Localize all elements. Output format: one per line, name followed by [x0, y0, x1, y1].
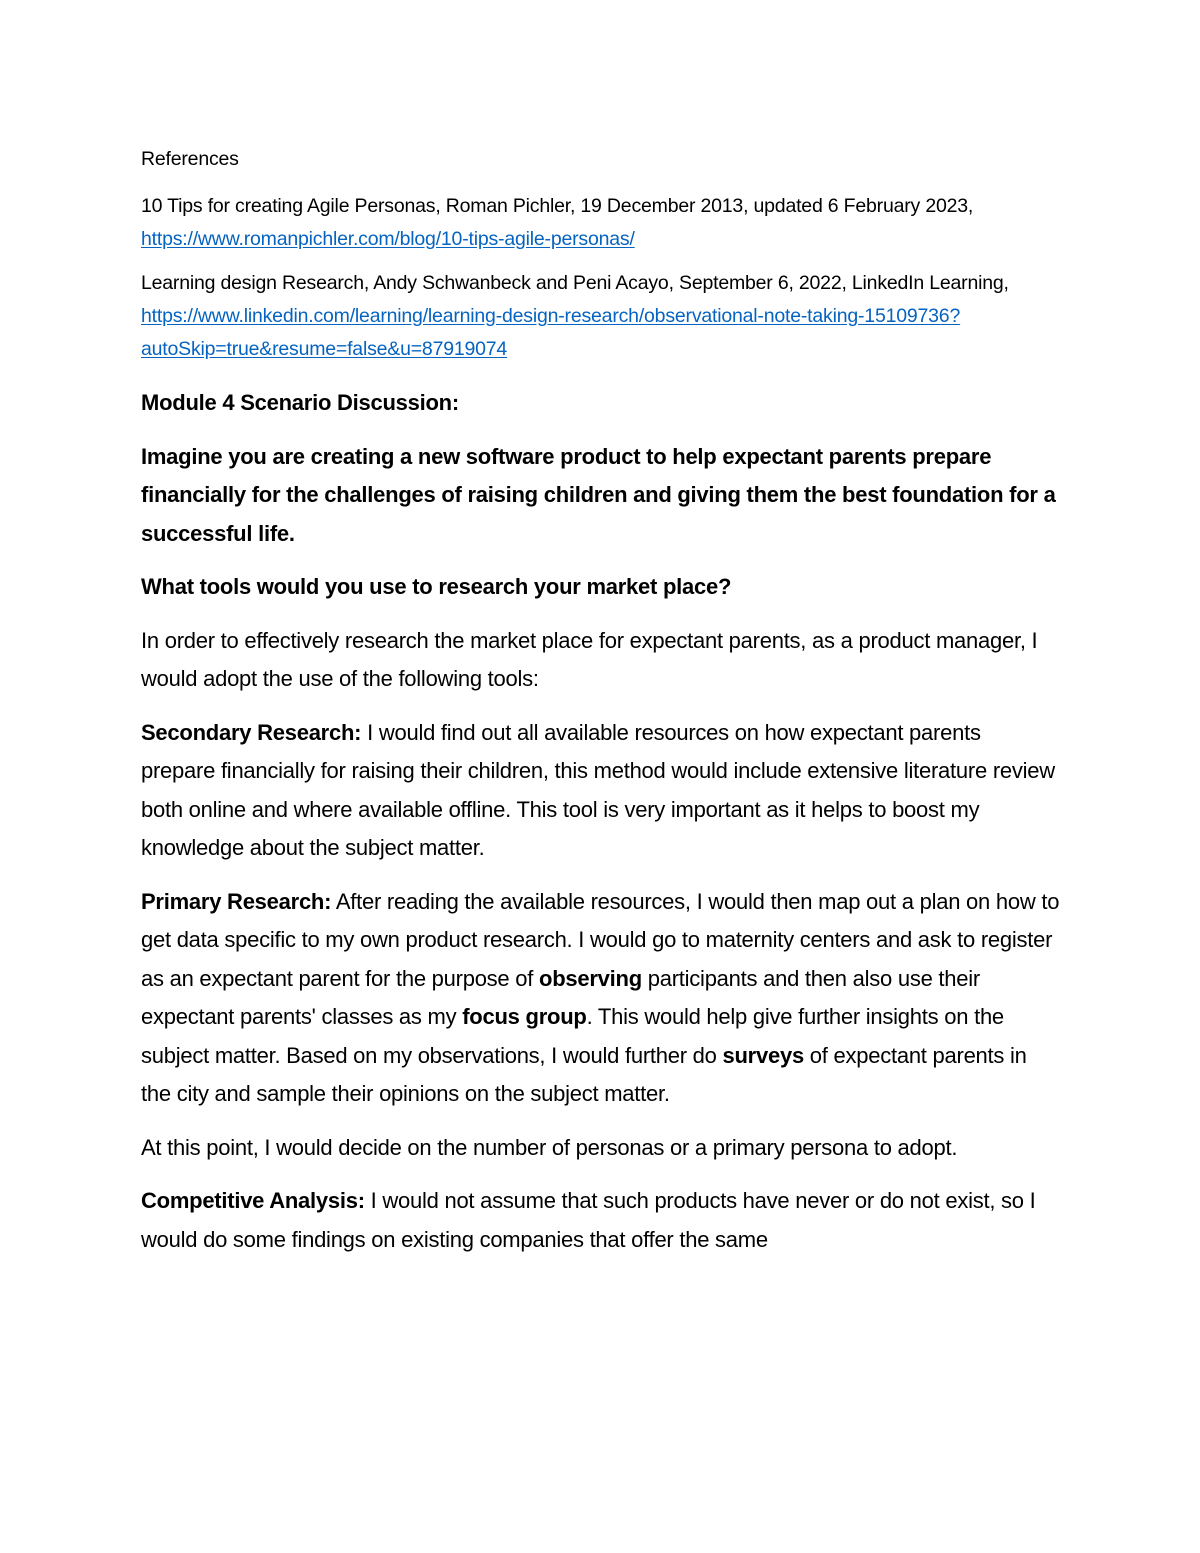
- surveys-term: surveys: [722, 1042, 804, 1068]
- primary-research-text: of expectant parents in the city and sample their opinions on the subject matter.: [141, 1042, 1027, 1106]
- discussion-title: [141, 384, 1060, 423]
- competitive-analysis-paragraph: [141, 1182, 1060, 1259]
- reference-item-1: [141, 190, 1060, 256]
- reference-link[interactable]: https://www.romanpichler.com/blog/10-tips-agile-personas/: [141, 228, 635, 250]
- primary-research-text: . This would help give further insights on the subject matter. Based on my observations, I would further do: [141, 1004, 1004, 1068]
- observing-term: observing: [539, 965, 642, 991]
- competitive-analysis-text: I would not assume that such products have never or do not exist, so I would do some findings on existing companies that offer the same: [141, 1188, 1036, 1252]
- reference-link[interactable]: https://www.linkedin.com/learning/learning-design-research/observational-note-taking-15109736?autoSkip=true&resume=false&u=87919074: [141, 305, 961, 360]
- references-section: [141, 143, 1060, 366]
- intro-paragraph: In order to effectively research the market place for expectant parents, as a product manager, I would adopt the use of the following tools:: [141, 627, 1038, 691]
- primary-research-text: After reading the available resources, I would then map out a plan on how to get data specific to my own product research. I would go to maternity centers and ask to register as an expectant parent for the purpose of: [141, 888, 1060, 991]
- reference-item-2: [141, 267, 1060, 366]
- primary-research-paragraph: [141, 883, 1060, 1114]
- references-heading: References: [141, 148, 239, 170]
- secondary-research-label: Secondary Research:: [141, 719, 362, 745]
- discussion-section: [141, 384, 1060, 1259]
- focus-group-term: focus group: [462, 1004, 587, 1029]
- reference-text: Learning design Research, Andy Schwanbeck and Peni Acayo, September 6, 2022, LinkedIn Learning,: [141, 272, 1009, 294]
- competitive-analysis-label: Competitive Analysis:: [141, 1188, 365, 1213]
- question-text: What tools would you use to research your market place?: [141, 574, 732, 599]
- primary-research-text: participants and then also use their expectant parents' classes as my: [141, 965, 980, 1029]
- discussion-title-text: Module 4 Scenario Discussion:: [141, 390, 459, 415]
- personas-paragraph: At this point, I would decide on the number of personas or a primary persona to adopt.: [141, 1134, 958, 1160]
- secondary-research-text: I would find out all available resources on how expectant parents prepare financially for raising their children, this method would include extensive literature review both online and where available offline. This tool is very important as it helps to boost my knowledge about the subject matter.: [141, 719, 1055, 860]
- scenario-text: Imagine you are creating a new software product to help expectant parents prepare financially for the challenges of raising children and giving them the best foundation for a successful life.: [141, 443, 1056, 546]
- scenario-paragraph: [141, 438, 1060, 554]
- reference-text: 10 Tips for creating Agile Personas, Roman Pichler, 19 December 2013, updated 6 February 2023,: [141, 195, 974, 217]
- primary-research-label: Primary Research:: [141, 888, 332, 914]
- secondary-research-paragraph: [141, 714, 1060, 868]
- question-paragraph: [141, 568, 1060, 607]
